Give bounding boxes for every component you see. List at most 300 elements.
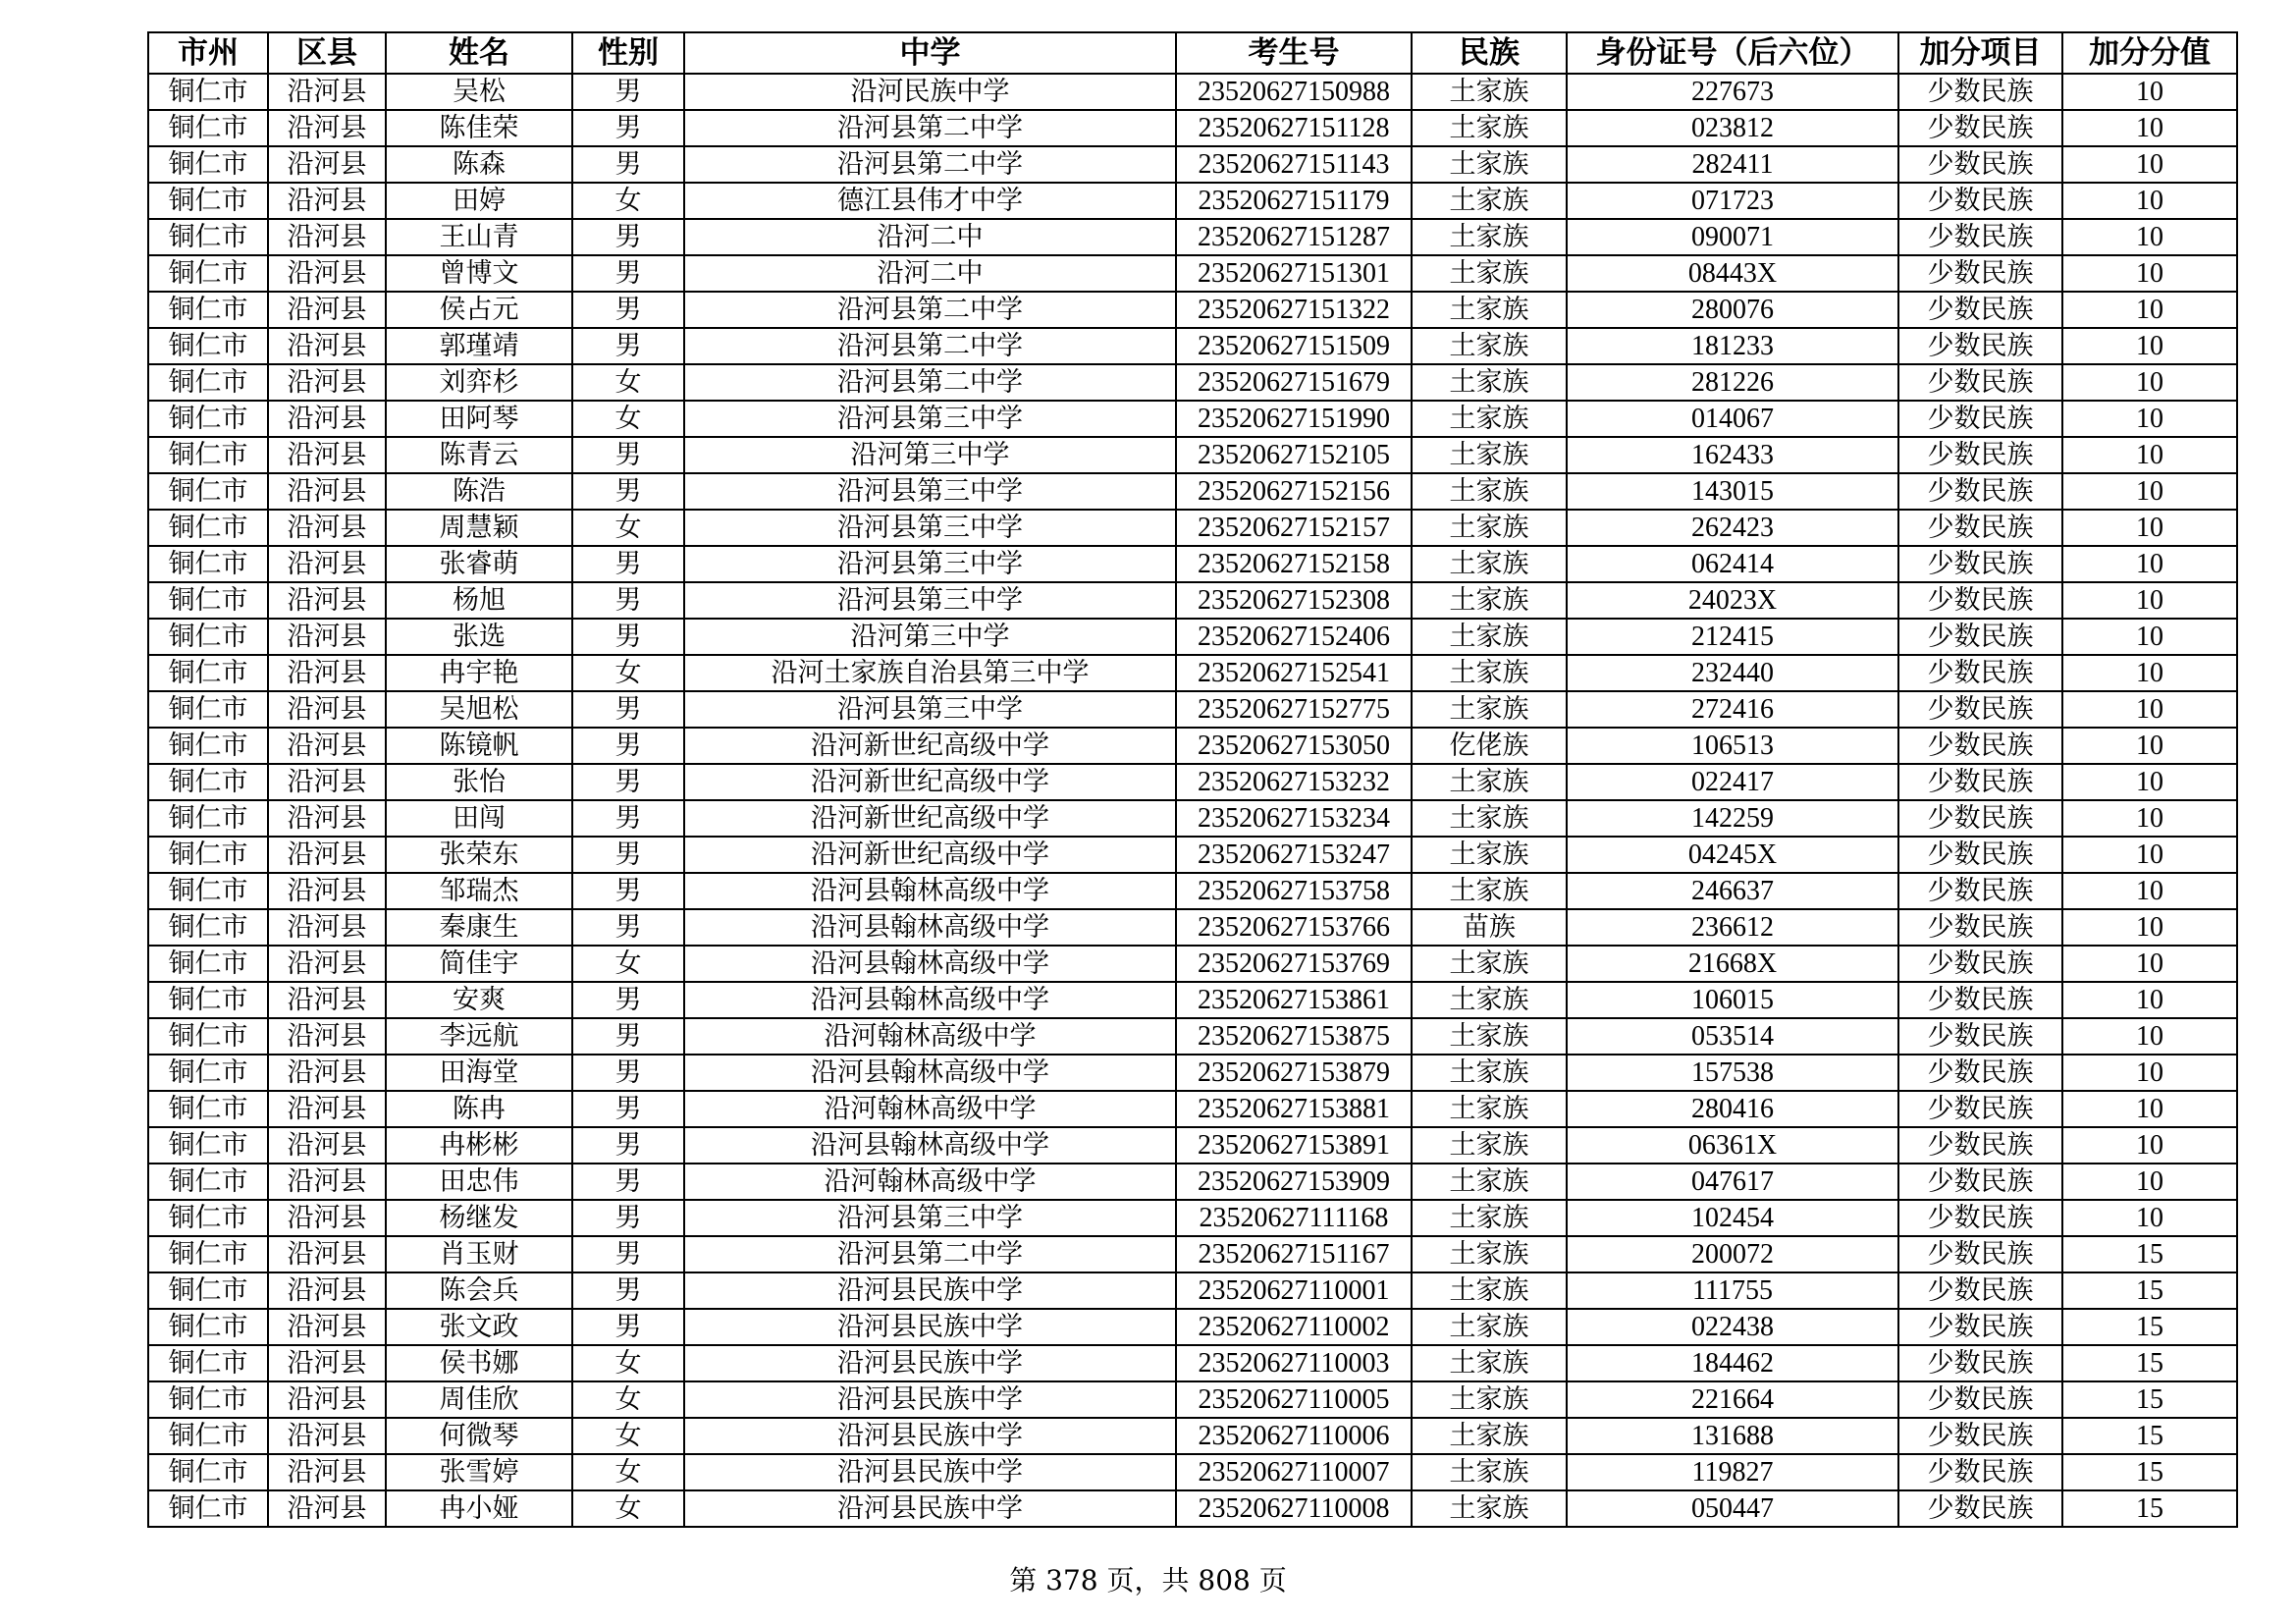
cell-city: 铜仁市 (148, 1127, 268, 1164)
cell-school: 沿河县第三中学 (684, 546, 1176, 582)
cell-name: 田闯 (386, 800, 572, 837)
cell-county: 沿河县 (268, 1272, 386, 1309)
cell-name: 陈青云 (386, 437, 572, 473)
cell-county: 沿河县 (268, 1055, 386, 1091)
cell-city: 铜仁市 (148, 437, 268, 473)
cell-city: 铜仁市 (148, 873, 268, 909)
cell-county: 沿河县 (268, 473, 386, 510)
cell-bonus-item: 少数民族 (1898, 1164, 2062, 1200)
cell-exam-number: 23520627151990 (1176, 401, 1412, 437)
cell-name: 冉小娅 (386, 1490, 572, 1527)
cell-id-suffix: 090071 (1567, 219, 1898, 255)
cell-exam-number: 23520627153881 (1176, 1091, 1412, 1127)
cell-ethnicity: 土家族 (1412, 1200, 1567, 1236)
cell-county: 沿河县 (268, 691, 386, 728)
header-gender: 性别 (572, 32, 684, 74)
cell-school: 沿河县第二中学 (684, 328, 1176, 364)
cell-ethnicity: 苗族 (1412, 909, 1567, 946)
cell-id-suffix: 227673 (1567, 74, 1898, 110)
cell-ethnicity: 土家族 (1412, 1381, 1567, 1418)
cell-school: 沿河民族中学 (684, 74, 1176, 110)
cell-bonus-item: 少数民族 (1898, 837, 2062, 873)
table-row (148, 364, 2237, 401)
cell-name: 吴松 (386, 74, 572, 110)
cell-id-suffix: 157538 (1567, 1055, 1898, 1091)
cell-name: 田阿琴 (386, 401, 572, 437)
cell-bonus-value: 10 (2062, 219, 2237, 255)
table-row (148, 1381, 2237, 1418)
cell-city: 铜仁市 (148, 837, 268, 873)
table-row (148, 510, 2237, 546)
cell-ethnicity: 土家族 (1412, 1272, 1567, 1309)
cell-bonus-value: 10 (2062, 1127, 2237, 1164)
cell-name: 田海堂 (386, 1055, 572, 1091)
cell-city: 铜仁市 (148, 219, 268, 255)
cell-gender: 女 (572, 364, 684, 401)
cell-county: 沿河县 (268, 292, 386, 328)
cell-id-suffix: 184462 (1567, 1345, 1898, 1381)
cell-exam-number: 23520627153232 (1176, 764, 1412, 800)
cell-exam-number: 23520627152105 (1176, 437, 1412, 473)
header-exam-number: 考生号 (1176, 32, 1412, 74)
cell-gender: 女 (572, 1490, 684, 1527)
cell-city: 铜仁市 (148, 328, 268, 364)
cell-name: 何微琴 (386, 1418, 572, 1454)
table-row (148, 219, 2237, 255)
cell-bonus-item: 少数民族 (1898, 1309, 2062, 1345)
cell-ethnicity: 仡佬族 (1412, 728, 1567, 764)
cell-id-suffix: 062414 (1567, 546, 1898, 582)
cell-county: 沿河县 (268, 982, 386, 1018)
cell-exam-number: 23520627152158 (1176, 546, 1412, 582)
total-pages-number: 808 (1198, 1564, 1251, 1597)
score-bonus-sheet (147, 31, 2236, 1528)
cell-id-suffix: 232440 (1567, 655, 1898, 691)
cell-school: 沿河县翰林高级中学 (684, 946, 1176, 982)
cell-bonus-value: 10 (2062, 982, 2237, 1018)
cell-county: 沿河县 (268, 328, 386, 364)
cell-ethnicity: 土家族 (1412, 873, 1567, 909)
table-row (148, 873, 2237, 909)
header-name: 姓名 (386, 32, 572, 74)
cell-exam-number: 23520627151679 (1176, 364, 1412, 401)
cell-exam-number: 23520627153050 (1176, 728, 1412, 764)
cell-school: 沿河新世纪高级中学 (684, 800, 1176, 837)
cell-school: 沿河土家族自治县第三中学 (684, 655, 1176, 691)
cell-city: 铜仁市 (148, 691, 268, 728)
cell-bonus-item: 少数民族 (1898, 510, 2062, 546)
cell-name: 张雪婷 (386, 1454, 572, 1490)
cell-bonus-item: 少数民族 (1898, 946, 2062, 982)
cell-id-suffix: 236612 (1567, 909, 1898, 946)
cell-ethnicity: 土家族 (1412, 74, 1567, 110)
page-footer (0, 1564, 2296, 1597)
cell-ethnicity: 土家族 (1412, 691, 1567, 728)
cell-bonus-item: 少数民族 (1898, 800, 2062, 837)
cell-gender: 男 (572, 873, 684, 909)
cell-bonus-item: 少数民族 (1898, 1490, 2062, 1527)
table-row (148, 1091, 2237, 1127)
cell-exam-number: 23520627153234 (1176, 800, 1412, 837)
table-row (148, 764, 2237, 800)
footer-prefix: 第 (1009, 1564, 1038, 1597)
cell-gender: 男 (572, 1309, 684, 1345)
table-row (148, 328, 2237, 364)
cell-city: 铜仁市 (148, 292, 268, 328)
cell-school: 沿河二中 (684, 255, 1176, 292)
table-row (148, 1200, 2237, 1236)
cell-city: 铜仁市 (148, 1309, 268, 1345)
cell-gender: 男 (572, 837, 684, 873)
cell-school: 沿河县翰林高级中学 (684, 1127, 1176, 1164)
cell-name: 侯书娜 (386, 1345, 572, 1381)
cell-exam-number: 23520627151179 (1176, 183, 1412, 219)
cell-gender: 男 (572, 74, 684, 110)
cell-id-suffix: 24023X (1567, 582, 1898, 619)
cell-gender: 女 (572, 401, 684, 437)
cell-ethnicity: 土家族 (1412, 582, 1567, 619)
cell-city: 铜仁市 (148, 401, 268, 437)
cell-exam-number: 23520627152157 (1176, 510, 1412, 546)
header-bonus-value: 加分分值 (2062, 32, 2237, 74)
cell-name: 陈佳荣 (386, 110, 572, 146)
table-row (148, 1127, 2237, 1164)
cell-county: 沿河县 (268, 255, 386, 292)
cell-school: 沿河县民族中学 (684, 1454, 1176, 1490)
cell-name: 杨继发 (386, 1200, 572, 1236)
header-bonus-item: 加分项目 (1898, 32, 2062, 74)
cell-bonus-value: 10 (2062, 1055, 2237, 1091)
cell-bonus-value: 10 (2062, 473, 2237, 510)
cell-id-suffix: 053514 (1567, 1018, 1898, 1055)
cell-school: 沿河县第三中学 (684, 1200, 1176, 1236)
cell-bonus-value: 10 (2062, 437, 2237, 473)
cell-bonus-item: 少数民族 (1898, 1127, 2062, 1164)
cell-ethnicity: 土家族 (1412, 473, 1567, 510)
cell-ethnicity: 土家族 (1412, 437, 1567, 473)
cell-ethnicity: 土家族 (1412, 1055, 1567, 1091)
cell-county: 沿河县 (268, 510, 386, 546)
cell-bonus-value: 10 (2062, 582, 2237, 619)
cell-name: 陈森 (386, 146, 572, 183)
cell-exam-number: 23520627153861 (1176, 982, 1412, 1018)
cell-school: 沿河第三中学 (684, 437, 1176, 473)
cell-gender: 女 (572, 946, 684, 982)
table-row (148, 1309, 2237, 1345)
cell-ethnicity: 土家族 (1412, 546, 1567, 582)
cell-school: 沿河县第三中学 (684, 473, 1176, 510)
cell-exam-number: 23520627153758 (1176, 873, 1412, 909)
cell-id-suffix: 142259 (1567, 800, 1898, 837)
cell-bonus-value: 10 (2062, 110, 2237, 146)
cell-name: 周佳欣 (386, 1381, 572, 1418)
cell-city: 铜仁市 (148, 473, 268, 510)
cell-county: 沿河县 (268, 183, 386, 219)
cell-ethnicity: 土家族 (1412, 401, 1567, 437)
cell-exam-number: 23520627151287 (1176, 219, 1412, 255)
cell-ethnicity: 土家族 (1412, 1164, 1567, 1200)
cell-school: 沿河县民族中学 (684, 1381, 1176, 1418)
cell-gender: 女 (572, 655, 684, 691)
cell-gender: 女 (572, 510, 684, 546)
cell-school: 沿河新世纪高级中学 (684, 764, 1176, 800)
cell-id-suffix: 119827 (1567, 1454, 1898, 1490)
cell-id-suffix: 221664 (1567, 1381, 1898, 1418)
cell-bonus-item: 少数民族 (1898, 873, 2062, 909)
table-row (148, 946, 2237, 982)
cell-city: 铜仁市 (148, 1381, 268, 1418)
cell-gender: 男 (572, 582, 684, 619)
cell-bonus-value: 10 (2062, 946, 2237, 982)
cell-county: 沿河县 (268, 728, 386, 764)
cell-id-suffix: 106513 (1567, 728, 1898, 764)
cell-bonus-value: 15 (2062, 1236, 2237, 1272)
cell-city: 铜仁市 (148, 1091, 268, 1127)
cell-bonus-item: 少数民族 (1898, 691, 2062, 728)
cell-city: 铜仁市 (148, 364, 268, 401)
cell-bonus-value: 10 (2062, 728, 2237, 764)
cell-id-suffix: 06361X (1567, 1127, 1898, 1164)
table-row (148, 837, 2237, 873)
cell-exam-number: 23520627152308 (1176, 582, 1412, 619)
cell-name: 冉彬彬 (386, 1127, 572, 1164)
cell-bonus-item: 少数民族 (1898, 364, 2062, 401)
cell-school: 沿河新世纪高级中学 (684, 728, 1176, 764)
cell-county: 沿河县 (268, 401, 386, 437)
cell-id-suffix: 162433 (1567, 437, 1898, 473)
cell-id-suffix: 08443X (1567, 255, 1898, 292)
cell-id-suffix: 143015 (1567, 473, 1898, 510)
cell-name: 邹瑞杰 (386, 873, 572, 909)
cell-bonus-value: 15 (2062, 1454, 2237, 1490)
table-row (148, 582, 2237, 619)
table-row (148, 728, 2237, 764)
cell-county: 沿河县 (268, 1164, 386, 1200)
cell-name: 刘弈杉 (386, 364, 572, 401)
table-row (148, 146, 2237, 183)
cell-school: 沿河县民族中学 (684, 1418, 1176, 1454)
cell-id-suffix: 131688 (1567, 1418, 1898, 1454)
cell-county: 沿河县 (268, 800, 386, 837)
cell-bonus-item: 少数民族 (1898, 1418, 2062, 1454)
cell-exam-number: 23520627151128 (1176, 110, 1412, 146)
cell-city: 铜仁市 (148, 582, 268, 619)
header-id-suffix: 身份证号（后六位） (1567, 32, 1898, 74)
cell-name: 郭瑾靖 (386, 328, 572, 364)
cell-gender: 男 (572, 1091, 684, 1127)
table-row (148, 401, 2237, 437)
cell-county: 沿河县 (268, 1381, 386, 1418)
cell-bonus-item: 少数民族 (1898, 1091, 2062, 1127)
cell-bonus-value: 10 (2062, 328, 2237, 364)
cell-school: 沿河县第二中学 (684, 146, 1176, 183)
cell-city: 铜仁市 (148, 1454, 268, 1490)
cell-bonus-value: 10 (2062, 292, 2237, 328)
cell-gender: 男 (572, 110, 684, 146)
cell-gender: 女 (572, 1381, 684, 1418)
cell-school: 沿河县民族中学 (684, 1490, 1176, 1527)
cell-id-suffix: 023812 (1567, 110, 1898, 146)
cell-exam-number: 23520627111168 (1176, 1200, 1412, 1236)
cell-school: 沿河县第三中学 (684, 582, 1176, 619)
table-row (148, 1418, 2237, 1454)
cell-gender: 男 (572, 909, 684, 946)
cell-exam-number: 23520627152775 (1176, 691, 1412, 728)
cell-exam-number: 23520627110006 (1176, 1418, 1412, 1454)
cell-id-suffix: 282411 (1567, 146, 1898, 183)
cell-exam-number: 23520627153769 (1176, 946, 1412, 982)
cell-school: 沿河县第二中学 (684, 1236, 1176, 1272)
cell-exam-number: 23520627151509 (1176, 328, 1412, 364)
cell-county: 沿河县 (268, 1309, 386, 1345)
table-row (148, 1055, 2237, 1091)
header-city: 市州 (148, 32, 268, 74)
cell-id-suffix: 181233 (1567, 328, 1898, 364)
cell-exam-number: 23520627110007 (1176, 1454, 1412, 1490)
cell-ethnicity: 土家族 (1412, 837, 1567, 873)
cell-name: 田忠伟 (386, 1164, 572, 1200)
cell-bonus-value: 15 (2062, 1418, 2237, 1454)
cell-school: 沿河县翰林高级中学 (684, 982, 1176, 1018)
cell-city: 铜仁市 (148, 619, 268, 655)
cell-gender: 女 (572, 1418, 684, 1454)
cell-bonus-value: 10 (2062, 691, 2237, 728)
cell-exam-number: 23520627110005 (1176, 1381, 1412, 1418)
cell-bonus-item: 少数民族 (1898, 146, 2062, 183)
cell-gender: 男 (572, 619, 684, 655)
cell-bonus-item: 少数民族 (1898, 292, 2062, 328)
cell-county: 沿河县 (268, 1236, 386, 1272)
cell-ethnicity: 土家族 (1412, 1418, 1567, 1454)
cell-ethnicity: 土家族 (1412, 1127, 1567, 1164)
cell-ethnicity: 土家族 (1412, 219, 1567, 255)
cell-bonus-value: 10 (2062, 1018, 2237, 1055)
cell-city: 铜仁市 (148, 1236, 268, 1272)
cell-id-suffix: 022417 (1567, 764, 1898, 800)
cell-exam-number: 23520627110003 (1176, 1345, 1412, 1381)
cell-name: 侯占元 (386, 292, 572, 328)
cell-city: 铜仁市 (148, 1164, 268, 1200)
cell-school: 沿河县第二中学 (684, 364, 1176, 401)
cell-gender: 男 (572, 219, 684, 255)
cell-bonus-item: 少数民族 (1898, 219, 2062, 255)
cell-name: 曾博文 (386, 255, 572, 292)
cell-id-suffix: 200072 (1567, 1236, 1898, 1272)
cell-ethnicity: 土家族 (1412, 110, 1567, 146)
table-row (148, 183, 2237, 219)
table-row (148, 473, 2237, 510)
cell-id-suffix: 047617 (1567, 1164, 1898, 1200)
cell-city: 铜仁市 (148, 982, 268, 1018)
cell-bonus-value: 10 (2062, 655, 2237, 691)
cell-county: 沿河县 (268, 364, 386, 401)
cell-bonus-item: 少数民族 (1898, 74, 2062, 110)
cell-city: 铜仁市 (148, 255, 268, 292)
cell-ethnicity: 土家族 (1412, 1018, 1567, 1055)
cell-gender: 男 (572, 1272, 684, 1309)
cell-city: 铜仁市 (148, 1490, 268, 1527)
cell-bonus-value: 10 (2062, 764, 2237, 800)
cell-gender: 男 (572, 1200, 684, 1236)
cell-exam-number: 23520627152156 (1176, 473, 1412, 510)
cell-bonus-value: 10 (2062, 183, 2237, 219)
cell-bonus-value: 15 (2062, 1381, 2237, 1418)
cell-id-suffix: 014067 (1567, 401, 1898, 437)
cell-id-suffix: 212415 (1567, 619, 1898, 655)
cell-ethnicity: 土家族 (1412, 1490, 1567, 1527)
cell-county: 沿河县 (268, 619, 386, 655)
cell-bonus-item: 少数民族 (1898, 255, 2062, 292)
table-row (148, 437, 2237, 473)
cell-gender: 男 (572, 800, 684, 837)
cell-name: 吴旭松 (386, 691, 572, 728)
cell-name: 陈冉 (386, 1091, 572, 1127)
cell-ethnicity: 土家族 (1412, 183, 1567, 219)
cell-bonus-value: 10 (2062, 364, 2237, 401)
cell-school: 沿河县翰林高级中学 (684, 1055, 1176, 1091)
cell-exam-number: 23520627153891 (1176, 1127, 1412, 1164)
table-row (148, 691, 2237, 728)
cell-school: 沿河翰林高级中学 (684, 1091, 1176, 1127)
cell-ethnicity: 土家族 (1412, 1309, 1567, 1345)
cell-ethnicity: 土家族 (1412, 1091, 1567, 1127)
cell-name: 张文政 (386, 1309, 572, 1345)
cell-ethnicity: 土家族 (1412, 619, 1567, 655)
table-row (148, 800, 2237, 837)
cell-school: 沿河翰林高级中学 (684, 1164, 1176, 1200)
cell-name: 简佳宇 (386, 946, 572, 982)
table-row (148, 1236, 2237, 1272)
cell-county: 沿河县 (268, 582, 386, 619)
cell-county: 沿河县 (268, 764, 386, 800)
cell-county: 沿河县 (268, 909, 386, 946)
cell-exam-number: 23520627152541 (1176, 655, 1412, 691)
table-header-row (148, 32, 2237, 74)
cell-school: 沿河第三中学 (684, 619, 1176, 655)
cell-bonus-item: 少数民族 (1898, 655, 2062, 691)
cell-bonus-item: 少数民族 (1898, 728, 2062, 764)
cell-school: 沿河县民族中学 (684, 1272, 1176, 1309)
table-row (148, 546, 2237, 582)
cell-gender: 男 (572, 691, 684, 728)
cell-school: 沿河县第二中学 (684, 110, 1176, 146)
cell-bonus-value: 10 (2062, 909, 2237, 946)
cell-city: 铜仁市 (148, 655, 268, 691)
cell-id-suffix: 246637 (1567, 873, 1898, 909)
cell-ethnicity: 土家族 (1412, 328, 1567, 364)
cell-bonus-item: 少数民族 (1898, 619, 2062, 655)
cell-exam-number: 23520627153875 (1176, 1018, 1412, 1055)
cell-exam-number: 23520627151167 (1176, 1236, 1412, 1272)
cell-ethnicity: 土家族 (1412, 146, 1567, 183)
cell-gender: 男 (572, 292, 684, 328)
cell-county: 沿河县 (268, 1091, 386, 1127)
cell-id-suffix: 102454 (1567, 1200, 1898, 1236)
cell-ethnicity: 土家族 (1412, 1454, 1567, 1490)
cell-exam-number: 23520627153247 (1176, 837, 1412, 873)
header-county: 区县 (268, 32, 386, 74)
cell-county: 沿河县 (268, 546, 386, 582)
cell-gender: 男 (572, 728, 684, 764)
cell-bonus-item: 少数民族 (1898, 764, 2062, 800)
table-row (148, 619, 2237, 655)
table-row (148, 74, 2237, 110)
cell-exam-number: 23520627110001 (1176, 1272, 1412, 1309)
cell-bonus-item: 少数民族 (1898, 1272, 2062, 1309)
table-row (148, 1018, 2237, 1055)
cell-county: 沿河县 (268, 1418, 386, 1454)
cell-id-suffix: 280416 (1567, 1091, 1898, 1127)
